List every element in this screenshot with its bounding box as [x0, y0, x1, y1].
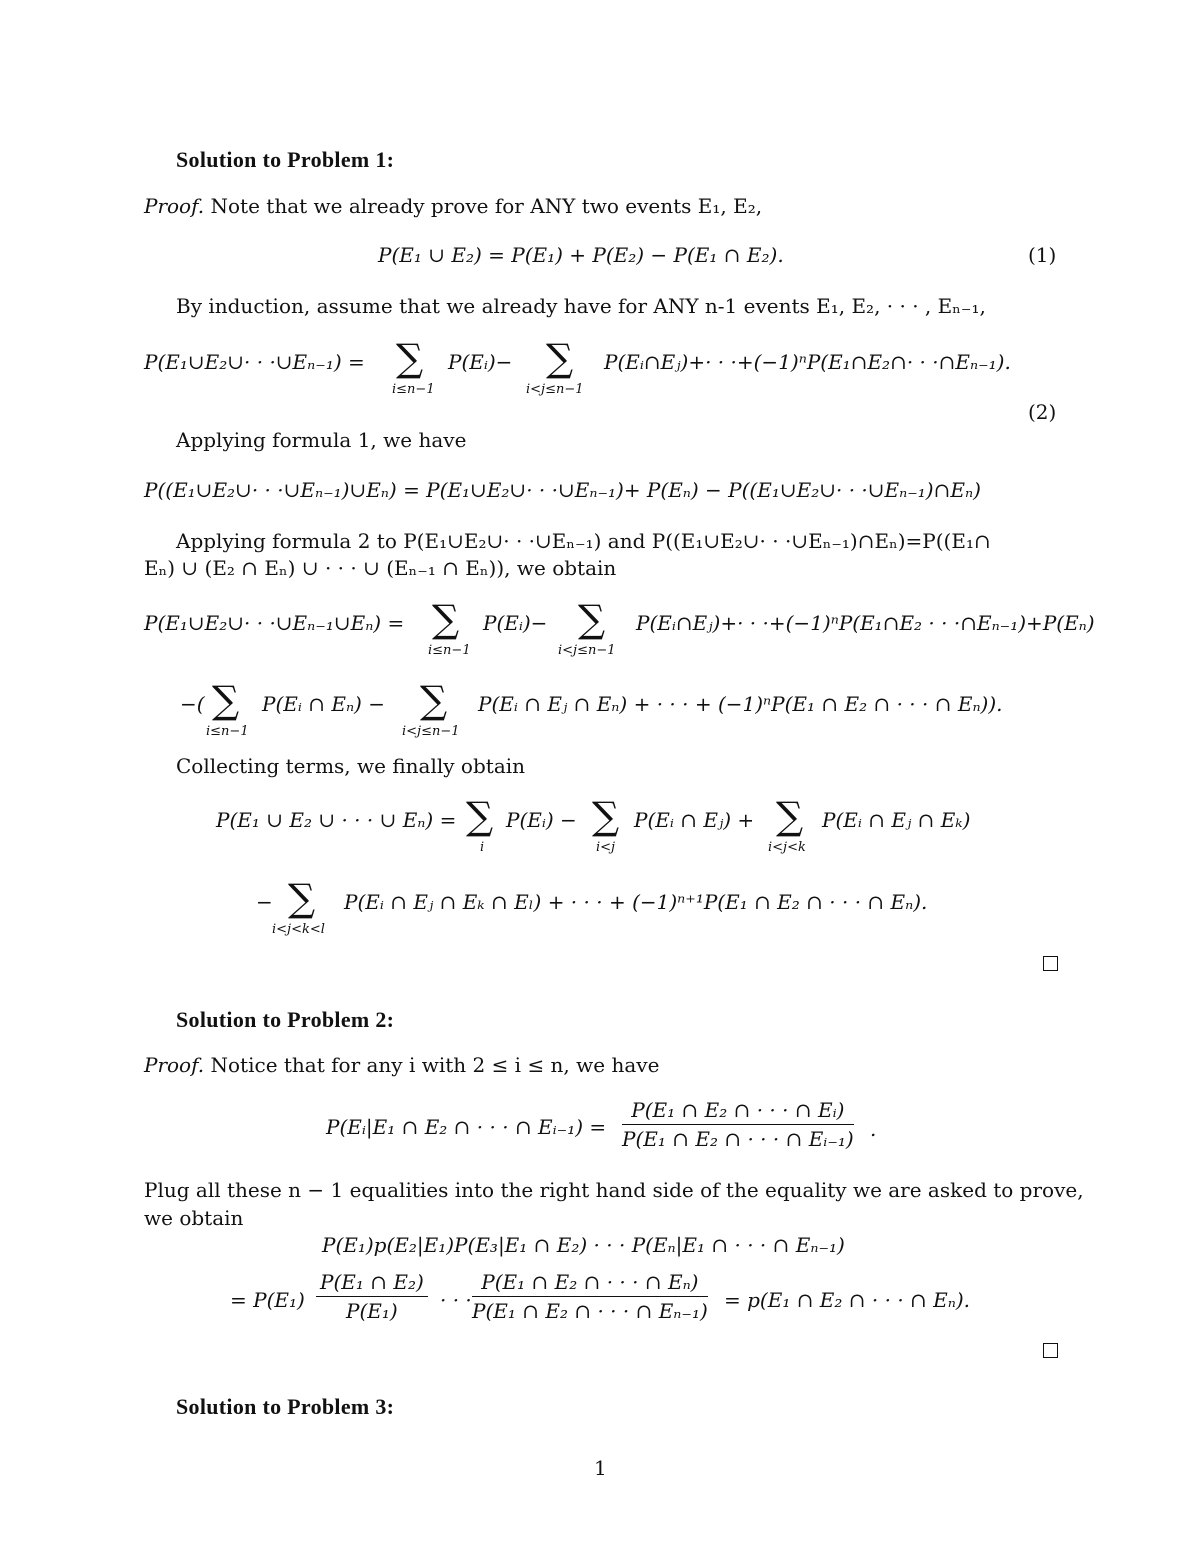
qed-box: [1043, 1343, 1058, 1358]
sum-symbol: ∑: [466, 794, 494, 838]
result-prefix: = P(E₁): [230, 1288, 305, 1312]
equation-6-term3: P(Eᵢ ∩ Eⱼ ∩ Eₖ): [822, 808, 971, 832]
product-expression: P(E₁)p(E₂|E₁)P(E₃|E₁ ∩ E₂) · · · P(Eₙ|E₁ ∩ · · · ∩ Eₙ₋₁): [322, 1233, 845, 1257]
sum-symbol: ∑: [546, 336, 574, 380]
result-dots: · · ·: [440, 1288, 472, 1312]
sum-subscript: i<j≤n−1: [558, 643, 616, 658]
sum-symbol: ∑: [420, 678, 448, 722]
sum-subscript: i: [480, 840, 485, 855]
applying-formula-1-text: Applying formula 1, we have: [176, 428, 467, 452]
equation-2-term1: P(Eᵢ)−: [448, 350, 513, 374]
equation-6-term1: P(Eᵢ) −: [506, 808, 577, 832]
fraction-numerator: P(E₁ ∩ E₂ ∩ · · · ∩ Eₙ): [472, 1270, 708, 1297]
equation-4-term1: P(Eᵢ)−: [483, 611, 548, 635]
conditional-prob-fraction: [622, 1098, 854, 1151]
sum-subscript: i<j: [596, 840, 616, 855]
sum-subscript: i<j≤n−1: [402, 724, 460, 739]
problem2-intro-line: [144, 1053, 659, 1077]
applying-formula-2-line2: Eₙ) ∪ (E₂ ∩ Eₙ) ∪ · · · ∪ (Eₙ₋₁ ∩ Eₙ)), we obtain: [144, 556, 617, 580]
sum-symbol: ∑: [212, 678, 240, 722]
result-end: = p(E₁ ∩ E₂ ∩ · · · ∩ Eₙ).: [724, 1288, 971, 1312]
applying-formula-2-line1: Applying formula 2 to P(E₁∪E₂∪· · ·∪Eₙ₋₁) and P((E₁∪E₂∪· · ·∪Eₙ₋₁)∩Eₙ)=P((E₁∩: [176, 529, 991, 553]
sum-symbol: ∑: [396, 336, 424, 380]
plug-text-line1: Plug all these n − 1 equalities into the right hand side of the equality we are asked to prove,: [144, 1178, 1084, 1202]
fraction-numerator: P(E₁ ∩ E₂ ∩ · · · ∩ Eᵢ): [622, 1098, 854, 1125]
sum-symbol: ∑: [776, 794, 804, 838]
proof-label: Proof.: [144, 194, 205, 218]
equation-4-lhs: P(E₁∪E₂∪· · ·∪Eₙ₋₁∪Eₙ) =: [144, 611, 405, 635]
equation-3: P((E₁∪E₂∪· · ·∪Eₙ₋₁)∪Eₙ) = P(E₁∪E₂∪· · ·∪Eₙ₋₁)+ P(Eₙ) − P((E₁∪E₂∪· · ·∪Eₙ₋₁)∩Eₙ): [144, 478, 981, 502]
equation-6-term2: P(Eᵢ ∩ Eⱼ) +: [634, 808, 755, 832]
sum-symbol: ∑: [592, 794, 620, 838]
sum-subscript: i≤n−1: [206, 724, 249, 739]
sum-subscript: i≤n−1: [428, 643, 471, 658]
equation-2-term2: P(Eᵢ∩Eⱼ)+· · ·+(−1)ⁿP(E₁∩E₂∩· · ·∩Eₙ₋₁).: [604, 350, 1011, 374]
equation-5-term1: P(Eᵢ ∩ Eₙ) −: [262, 692, 385, 716]
result-fraction-1: [316, 1270, 428, 1323]
induction-text: By induction, assume that we already have for ANY n-1 events E₁, E₂, · · · , Eₙ₋₁,: [176, 294, 986, 318]
proof-label: Proof.: [144, 1053, 205, 1077]
sum-subscript: i≤n−1: [392, 382, 435, 397]
equation-2-number: (2): [1028, 400, 1057, 424]
problem2-heading: Solution to Problem 2:: [176, 1007, 395, 1032]
sum-subscript: i<j≤n−1: [526, 382, 584, 397]
equation-4-term2: P(Eᵢ∩Eⱼ)+· · ·+(−1)ⁿP(E₁∩E₂ · · ·∩Eₙ₋₁)+P(Eₙ): [636, 611, 1095, 635]
equation-2-lhs: P(E₁∪E₂∪· · ·∪Eₙ₋₁) =: [144, 350, 365, 374]
equation-5-term2: P(Eᵢ ∩ Eⱼ ∩ Eₙ) + · · · + (−1)ⁿP(E₁ ∩ E₂ ∩ · · · ∩ Eₙ)).: [478, 692, 1003, 716]
problem1-intro-line: [144, 194, 762, 218]
page-number: 1: [594, 1456, 607, 1480]
equation-period: .: [870, 1117, 877, 1141]
equation-6-lhs: P(E₁ ∪ E₂ ∪ · · · ∪ Eₙ) =: [216, 808, 457, 832]
problem3-heading: Solution to Problem 3:: [176, 1394, 395, 1419]
problem1-intro-text: Note that we already prove for ANY two events E₁, E₂,: [210, 194, 763, 218]
fraction-denominator: P(E₁): [346, 1299, 398, 1323]
collecting-terms-text: Collecting terms, we finally obtain: [176, 754, 526, 778]
fraction-denominator: P(E₁ ∩ E₂ ∩ · · · ∩ Eᵢ₋₁): [622, 1127, 854, 1151]
qed-box: [1043, 956, 1058, 971]
equation-1-number: (1): [1028, 243, 1057, 267]
sum-subscript: i<j<k: [768, 840, 806, 855]
conditional-prob-lhs: P(Eᵢ|E₁ ∩ E₂ ∩ · · · ∩ Eᵢ₋₁) =: [326, 1115, 607, 1139]
equation-1: P(E₁ ∪ E₂) = P(E₁) + P(E₂) − P(E₁ ∩ E₂).: [378, 243, 784, 267]
result-fraction-2: [472, 1270, 708, 1323]
sum-symbol: ∑: [288, 876, 316, 920]
equation-5-prefix: −(: [180, 692, 205, 716]
equation-7-term1: P(Eᵢ ∩ Eⱼ ∩ Eₖ ∩ Eₗ) + · · · + (−1)ⁿ⁺¹P(E₁ ∩ E₂ ∩ · · · ∩ Eₙ).: [344, 890, 928, 914]
problem1-heading: Solution to Problem 1:: [176, 147, 395, 172]
plug-text-line2: we obtain: [144, 1206, 244, 1230]
equation-7-prefix: −: [256, 890, 273, 914]
problem2-intro-text: Notice that for any i with 2 ≤ i ≤ n, we have: [210, 1053, 660, 1077]
sum-subscript: i<j<k<l: [272, 922, 325, 937]
fraction-numerator: P(E₁ ∩ E₂): [316, 1270, 428, 1297]
sum-symbol: ∑: [578, 597, 606, 641]
fraction-denominator: P(E₁ ∩ E₂ ∩ · · · ∩ Eₙ₋₁): [472, 1299, 708, 1323]
sum-symbol: ∑: [432, 597, 460, 641]
